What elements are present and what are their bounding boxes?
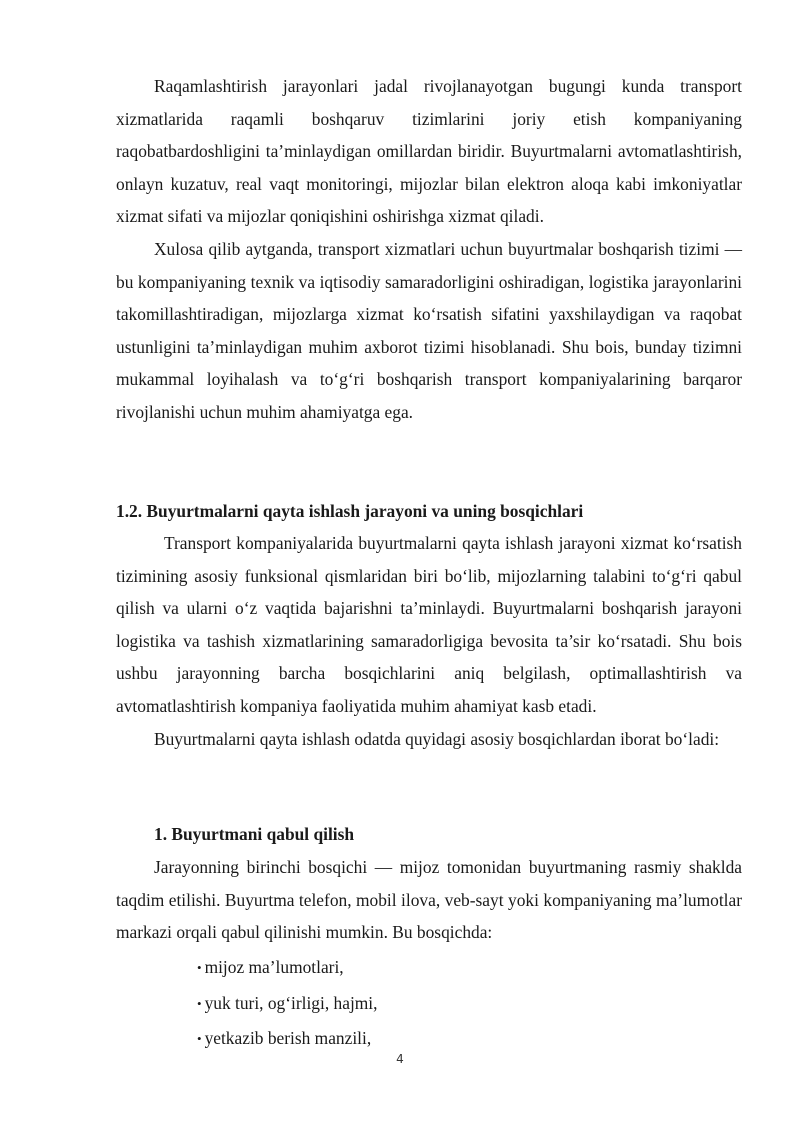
page-number: 4 [396, 1052, 404, 1066]
section-heading: 1.2. Buyurtmalarni qayta ishlash jarayoni va uning bosqichlari [116, 501, 584, 521]
step-heading-block [116, 818, 742, 850]
paragraph-digitalization: Raqamlashtirish jarayonlari jadal rivojlanayotgan bugungi kunda transport xizmatlarida raqamli boshqaruv tizimlarini joriy etish kompaniyaning raqobatbardoshligini ta’minlaydigan omillardan biridir. Buyurtmalarni avtomatlashtirish, onlayn kuzatuv, real vaqt monitoringi, mijozlar bilan elektron aloqa kabi imkoniyatlar xizmat sifati va mijozlar qoniqishini oshirishga xizmat qiladi. [116, 76, 742, 227]
bullet-icon: • [197, 995, 202, 1011]
intro-text [116, 70, 742, 429]
bullet-list [197, 950, 717, 1057]
paragraph-step-one: Jarayonning birinchi bosqichi — mijoz tomonidan buyurtmaning rasmiy shaklda taqdim etilishi. Buyurtma telefon, mobil ilova, veb-sayt yoki kompaniyaning ma’lumotlar markazi orqali qabul qilinishi mumkin. Bu bosqichda: [116, 857, 742, 943]
list-item: • yuk turi, og‘irligi, hajmi, [197, 992, 378, 1013]
step-heading: 1. Buyurtmani qabul qilish [154, 824, 355, 844]
list-item: • mijoz ma’lumotlari, [197, 957, 344, 977]
step-text [116, 851, 742, 949]
section-heading-block [116, 495, 742, 527]
bullet-icon: • [197, 1031, 202, 1046]
paragraph-conclusion: Xulosa qilib aytganda, transport xizmatlari uchun buyurtmalar boshqarish tizimi — bu kompaniyaning texnik va iqtisodiy samaradorligini oshiradigan, logistika jarayonlarini takomillashtiradigan, mijozlarga xizmat ko‘rsatish sifatini yaxshilaydigan va raqobat ustunligini ta’minlaydigan muhim axborot tizimi hisoblanadi. Shu bois, bunday tizimni mukammal loyihalash va to‘g‘ri boshqarish transport kompaniyalarining barqaror rivojlanishi uchun muhim ahamiyatga ega. [116, 238, 742, 422]
list-item: • yetkazib berish manzili, [197, 1028, 372, 1048]
paragraph-processing-overview: Transport kompaniyalarida buyurtmalarni qayta ishlash jarayoni xizmat ko‘rsatish tizimining asosiy funksional qismlaridan biri bo‘lib, mijozlarning talabini to‘g‘ri qabul qilish va ularni o‘z vaqtida bajarishni ta’minlaydi. Buyurtmalarni boshqarish jarayoni logistika va tashish xizmatlarining samaradorligiga bevosita ta’sir ko‘rsatadi. Shu bois ushbu jarayonning barcha bosqichlarini aniq belgilash, optimallashtirish va avtomatlashtirish kompaniya faoliyatida muhim ahamiyat kasb etadi. [116, 533, 742, 716]
section-text [116, 527, 742, 755]
paragraph-stages-intro: Buyurtmalarni qayta ishlash odatda quyidagi asosiy bosqichlardan iborat bo‘ladi: [154, 728, 720, 749]
bullet-icon: • [197, 960, 202, 975]
